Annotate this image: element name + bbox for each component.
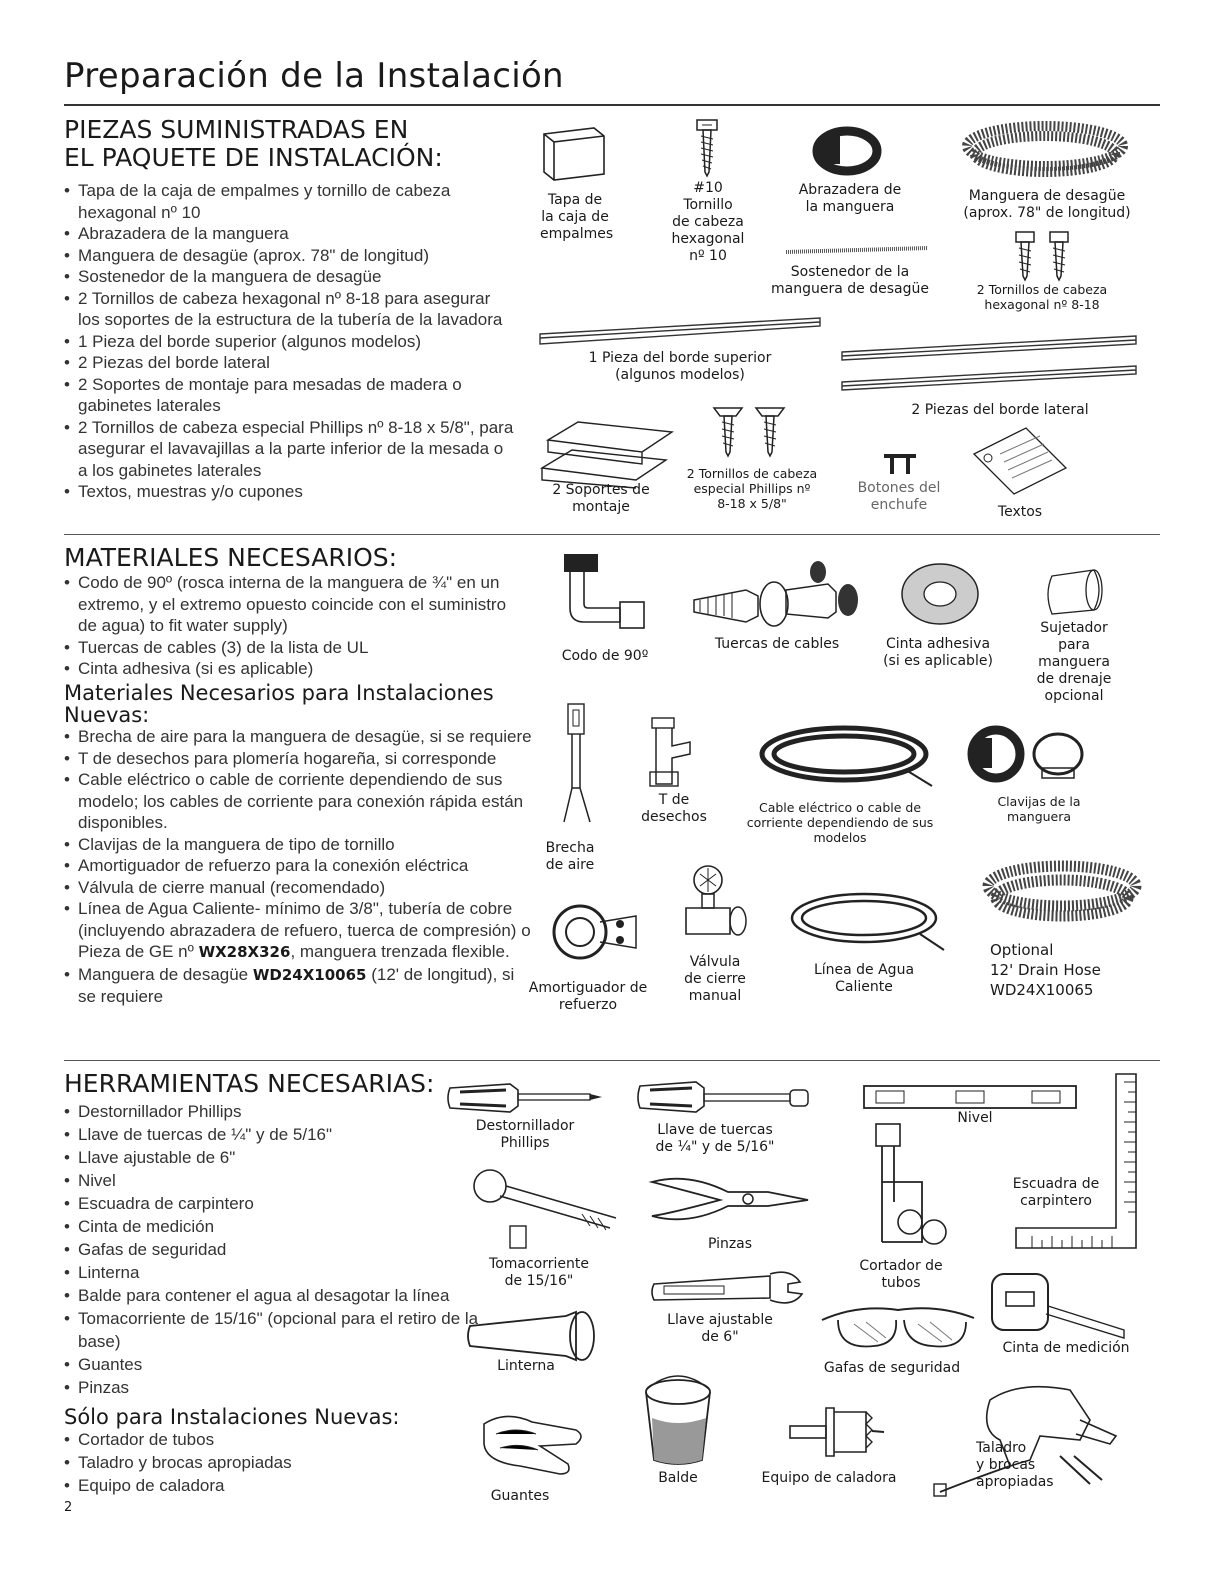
destornillador-caption: Destornillador Phillips bbox=[475, 1118, 575, 1151]
list-item: • T de desechos para plomería hogareña, si corresponde bbox=[64, 748, 534, 770]
parts-list bbox=[64, 180, 514, 503]
top-edge-piece-icon bbox=[538, 314, 822, 350]
side-edge-pieces-icon bbox=[840, 332, 1140, 394]
hose-clamp-icon bbox=[812, 126, 882, 176]
shutoff-valve-icon bbox=[680, 864, 750, 948]
list-item: • Abrazadera de la manguera bbox=[64, 223, 514, 245]
tube-cutter-icon bbox=[852, 1122, 952, 1256]
list-item: • Equipo de caladora bbox=[64, 1474, 484, 1497]
linea-caption: Línea de Agua Caliente bbox=[813, 962, 915, 995]
manguera-caption: Manguera de desagüe (aprox. 78" de longitud) bbox=[963, 188, 1131, 221]
list-item: • 2 Piezas del borde lateral bbox=[64, 352, 514, 374]
wire-nuts-icon bbox=[690, 560, 870, 632]
socket-wrench-icon bbox=[470, 1166, 630, 1256]
list-item: • 2 Soportes de montaje para mesadas de madera o gabinetes laterales bbox=[64, 374, 514, 417]
codo-caption: Codo de 90º bbox=[561, 648, 649, 664]
list-item: • Cinta de medición bbox=[64, 1215, 484, 1238]
hose-clamps-icon bbox=[968, 722, 1088, 786]
page-number: 2 bbox=[64, 1500, 73, 1515]
list-item: • 2 Tornillos de cabeza especial Phillips nº 8-18 x 5/8", para asegurar el lavavajillas a la parte inferior de la mesada o a los gabinetes laterales bbox=[64, 417, 514, 482]
borde-lateral-caption: 2 Piezas del borde lateral bbox=[911, 402, 1089, 418]
pliers-icon bbox=[648, 1172, 818, 1232]
list-item: • Escuadra de carpintero bbox=[64, 1192, 484, 1215]
strain-relief-icon bbox=[550, 892, 640, 972]
list-item: • Válvula de cierre manual (recomendado) bbox=[64, 877, 534, 899]
nut-driver-icon bbox=[636, 1076, 816, 1126]
new-materials-heading-line1: Materiales Necesarios para Instalaciones bbox=[64, 681, 494, 705]
materials-list bbox=[64, 572, 524, 680]
list-item: • Pinzas bbox=[64, 1376, 484, 1399]
elbow-90-icon bbox=[560, 552, 650, 632]
list-item: • Codo de 90º (rosca interna de la manguera de ¾" en un extremo, y el extremo opuesto coincide con el suministro de agua) to fit water supply) bbox=[64, 572, 524, 637]
list-item: • 2 Tornillos de cabeza hexagonal nº 8-18 para asegurar los soportes de la estructura de la tubería de la lavadora bbox=[64, 288, 514, 331]
tdesechos-caption: T de desechos bbox=[641, 792, 707, 825]
tools-new-heading: Sólo para Instalaciones Nuevas: bbox=[64, 1405, 400, 1429]
parts-heading-line1: PIEZAS SUMINISTRADAS EN bbox=[64, 115, 409, 144]
list-item: • Cable eléctrico o cable de corriente dependiendo de sus modelo; los cables de corriente para conexión rápida están disponibles. bbox=[64, 769, 534, 834]
section-divider bbox=[64, 1060, 1160, 1061]
mounting-brackets-icon bbox=[538, 418, 678, 488]
sujetador-caption: Sujetador para manguera de drenaje opcional bbox=[1036, 620, 1112, 704]
caladora-caption: Equipo de caladora bbox=[761, 1470, 897, 1486]
list-item: • Brecha de aire para la manguera de desagüe, si se requiere bbox=[64, 726, 534, 748]
list-item: • Tomacorriente de 15/16" (opcional para el retiro de la base) bbox=[64, 1307, 484, 1353]
hole-saw-icon bbox=[786, 1400, 886, 1464]
hose-holder-icon bbox=[782, 244, 932, 256]
tools-heading: HERRAMIENTAS NECESARIAS: bbox=[64, 1069, 435, 1098]
list-item: • Taladro y brocas apropiadas bbox=[64, 1451, 484, 1474]
borde-superior-caption: 1 Pieza del borde superior (algunos modelos) bbox=[588, 350, 772, 383]
balde-caption: Balde bbox=[658, 1470, 698, 1486]
power-cable-icon bbox=[756, 720, 936, 792]
safety-glasses-icon bbox=[818, 1300, 978, 1356]
adjustable-wrench-icon bbox=[650, 1268, 810, 1312]
taladro-caption: Taladro y brocas apropiadas bbox=[976, 1440, 1054, 1490]
plug-buttons-icon bbox=[880, 448, 920, 478]
list-item: • Cortador de tubos bbox=[64, 1428, 484, 1451]
duct-tape-icon bbox=[898, 560, 982, 630]
llave-tuercas-caption: Llave de tuercas de ¼" y de 5/16" bbox=[655, 1122, 775, 1155]
phillips-screwdriver-icon bbox=[446, 1078, 606, 1118]
soportes-caption: 2 Soportes de montaje bbox=[552, 482, 650, 515]
list-item: • Clavijas de la manguera de tipo de tornillo bbox=[64, 834, 534, 856]
list-item: • Amortiguador de refuerzo para la conexión eléctrica bbox=[64, 855, 534, 877]
carpenter-square-icon bbox=[1012, 1072, 1140, 1252]
waste-tee-icon bbox=[644, 714, 704, 790]
tuercas-caption: Tuercas de cables bbox=[714, 636, 840, 652]
list-item: • Tuercas de cables (3) de la lista de UL bbox=[64, 637, 524, 659]
hex-screw-icon bbox=[692, 118, 722, 178]
list-item: • 1 Pieza del borde superior (algunos modelos) bbox=[64, 331, 514, 353]
clavijas-caption: Clavijas de la manguera bbox=[997, 794, 1081, 824]
new-materials-list bbox=[64, 726, 534, 1008]
textos-caption: Textos bbox=[997, 504, 1043, 520]
materials-heading: MATERIALES NECESARIOS: bbox=[64, 543, 398, 572]
nivel-caption: Nivel bbox=[957, 1110, 993, 1126]
title-rule bbox=[64, 104, 1160, 106]
gafas-caption: Gafas de seguridad bbox=[823, 1360, 961, 1376]
tools-new-list bbox=[64, 1428, 484, 1497]
cinta-medicion-caption: Cinta de medición bbox=[1002, 1340, 1130, 1356]
amortiguador-caption: Amortiguador de refuerzo bbox=[528, 980, 648, 1013]
gloves-icon bbox=[476, 1404, 586, 1484]
botones-caption: Botones del enchufe bbox=[857, 480, 941, 513]
optional-drain-hose-icon bbox=[982, 860, 1142, 930]
new-materials-heading bbox=[64, 682, 494, 726]
list-item: • Nivel bbox=[64, 1169, 484, 1192]
flashlight-icon bbox=[466, 1308, 606, 1364]
tapa-caption: Tapa de la caja de empalmes bbox=[540, 192, 614, 242]
tools-list bbox=[64, 1100, 484, 1399]
list-item: • Línea de Agua Caliente- mínimo de 3/8", tubería de cobre (incluyendo abrazadera de refuero, tuerca de compresión) o Pieza de GE nº WX28X326, manguera trenzada flexible. bbox=[64, 898, 534, 964]
new-materials-heading-line2: Nuevas: bbox=[64, 703, 150, 727]
list-item: • Tapa de la caja de empalmes y tornillo de cabeza hexagonal nº 10 bbox=[64, 180, 514, 223]
llave-ajustable-caption: Llave ajustable de 6" bbox=[667, 1312, 773, 1345]
list-item: • Destornillador Phillips bbox=[64, 1100, 484, 1123]
parts-heading bbox=[64, 116, 443, 172]
phillips-screws-icon bbox=[710, 404, 794, 460]
page-title: Preparación de la Instalación bbox=[64, 56, 564, 96]
tornillos-phillips-caption: 2 Tornillos de cabeza especial Phillips nº 8-18 x 5/8" bbox=[686, 466, 818, 511]
list-item: • Guantes bbox=[64, 1353, 484, 1376]
list-item: • Gafas de seguridad bbox=[64, 1238, 484, 1261]
list-item: • Sostenedor de la manguera de desagüe bbox=[64, 266, 514, 288]
hot-water-line-icon bbox=[788, 888, 948, 958]
literature-icon bbox=[970, 424, 1070, 494]
hex-screws-pair-icon bbox=[1010, 230, 1080, 280]
escuadra-caption: Escuadra de carpintero bbox=[1006, 1176, 1106, 1210]
tape-measure-icon bbox=[988, 1270, 1128, 1340]
list-item: • Textos, muestras y/o cupones bbox=[64, 481, 514, 503]
list-item: • Linterna bbox=[64, 1261, 484, 1284]
section-divider bbox=[64, 534, 1160, 535]
brecha-caption: Brecha de aire bbox=[545, 840, 595, 873]
guantes-caption: Guantes bbox=[490, 1488, 550, 1504]
abrazadera-caption: Abrazadera de la manguera bbox=[798, 182, 902, 215]
list-item: • Llave ajustable de 6" bbox=[64, 1146, 484, 1169]
air-gap-icon bbox=[560, 702, 600, 832]
pinzas-caption: Pinzas bbox=[707, 1236, 753, 1252]
parts-heading-line2: EL PAQUETE DE INSTALACIÓN: bbox=[64, 143, 443, 172]
junction-box-cover-icon bbox=[534, 124, 614, 184]
drain-hose-icon bbox=[960, 120, 1130, 186]
tomacorriente-caption: Tomacorriente de 15/16" bbox=[489, 1256, 589, 1289]
linterna-caption: Linterna bbox=[497, 1358, 555, 1374]
cinta-caption: Cinta adhesiva (si es aplicable) bbox=[883, 636, 993, 669]
list-item: • Llave de tuercas de ¼" y de 5/16" bbox=[64, 1123, 484, 1146]
tornillo10-caption: #10 Tornillo de cabeza hexagonal nº 10 bbox=[671, 180, 745, 264]
drain-hose-holder-icon bbox=[1044, 566, 1108, 616]
list-item: • Cinta adhesiva (si es aplicable) bbox=[64, 658, 524, 680]
cortador-caption: Cortador de tubos bbox=[859, 1258, 943, 1291]
optional-hose-caption: Optional 12' Drain Hose WD24X10065 bbox=[990, 941, 1101, 999]
bucket-icon bbox=[640, 1372, 720, 1468]
cable-caption: Cable eléctrico o cable de corriente dependiendo de sus modelos bbox=[746, 800, 934, 845]
list-item: • Manguera de desagüe (aprox. 78" de longitud) bbox=[64, 245, 514, 267]
list-item: • Manguera de desagüe WD24X10065 (12' de longitud), si se requiere bbox=[64, 964, 534, 1008]
valvula-caption: Válvula de cierre manual bbox=[684, 954, 746, 1004]
list-item: • Balde para contener el agua al desagotar la línea bbox=[64, 1284, 484, 1307]
tornillos818-caption: 2 Tornillos de cabeza hexagonal nº 8-18 bbox=[976, 282, 1108, 312]
sostenedor-caption: Sostenedor de la manguera de desagüe bbox=[771, 264, 929, 297]
